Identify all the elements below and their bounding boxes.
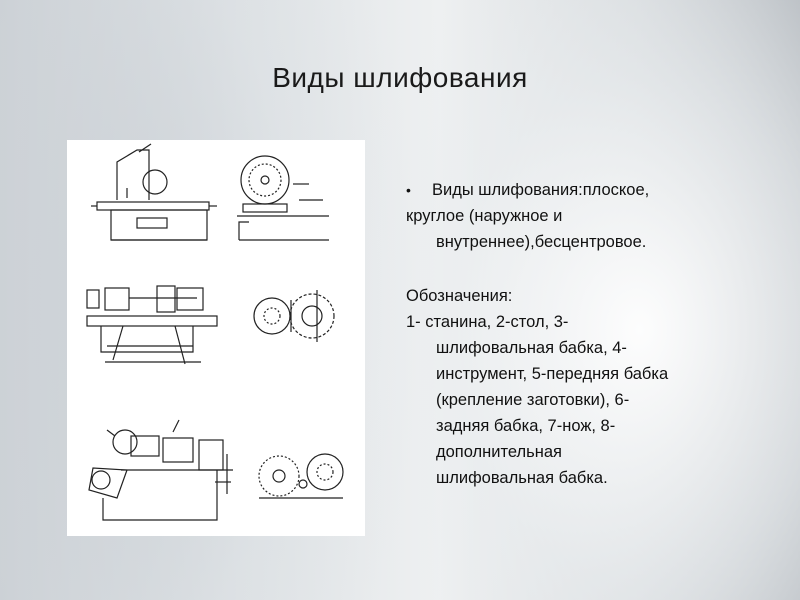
bullet-dot-icon: • <box>406 182 411 198</box>
legend-line: (крепление заготовки), 6- <box>436 391 630 409</box>
surface-grinding-wheel-sketch <box>237 156 329 240</box>
grinding-diagrams-figure <box>67 140 365 536</box>
cylindrical-grinding-machine-sketch <box>87 286 217 364</box>
legend-line: шлифовальная бабка, 4- <box>436 339 627 357</box>
grinding-diagrams-drawing <box>67 140 365 536</box>
surface-grinding-machine-sketch <box>91 144 217 240</box>
slide-title: Виды шлифования <box>272 62 528 93</box>
slide-text <box>406 177 766 491</box>
centerless-grinding-machine-sketch <box>89 420 233 520</box>
legend-line: инструмент, 5-передняя бабка <box>436 365 669 383</box>
bullet-line-3: внутреннее),бесцентровое. <box>436 233 647 251</box>
internal-grinding-wheels-sketch <box>254 290 334 342</box>
bullet-item <box>406 177 766 203</box>
bullet-line-1: Виды шлифования:плоское, <box>432 181 650 199</box>
legend-line: 1- станина, 2-стол, 3- <box>406 313 569 331</box>
legend-heading: Обозначения: <box>406 287 513 305</box>
centerless-grinding-wheels-sketch <box>259 454 343 498</box>
legend-line: задняя бабка, 7-нож, 8- <box>436 417 616 435</box>
legend-line: дополнительная <box>436 443 562 461</box>
legend-line: шлифовальная бабка. <box>436 469 608 487</box>
bullet-line-2: круглое (наружное и <box>406 207 563 225</box>
